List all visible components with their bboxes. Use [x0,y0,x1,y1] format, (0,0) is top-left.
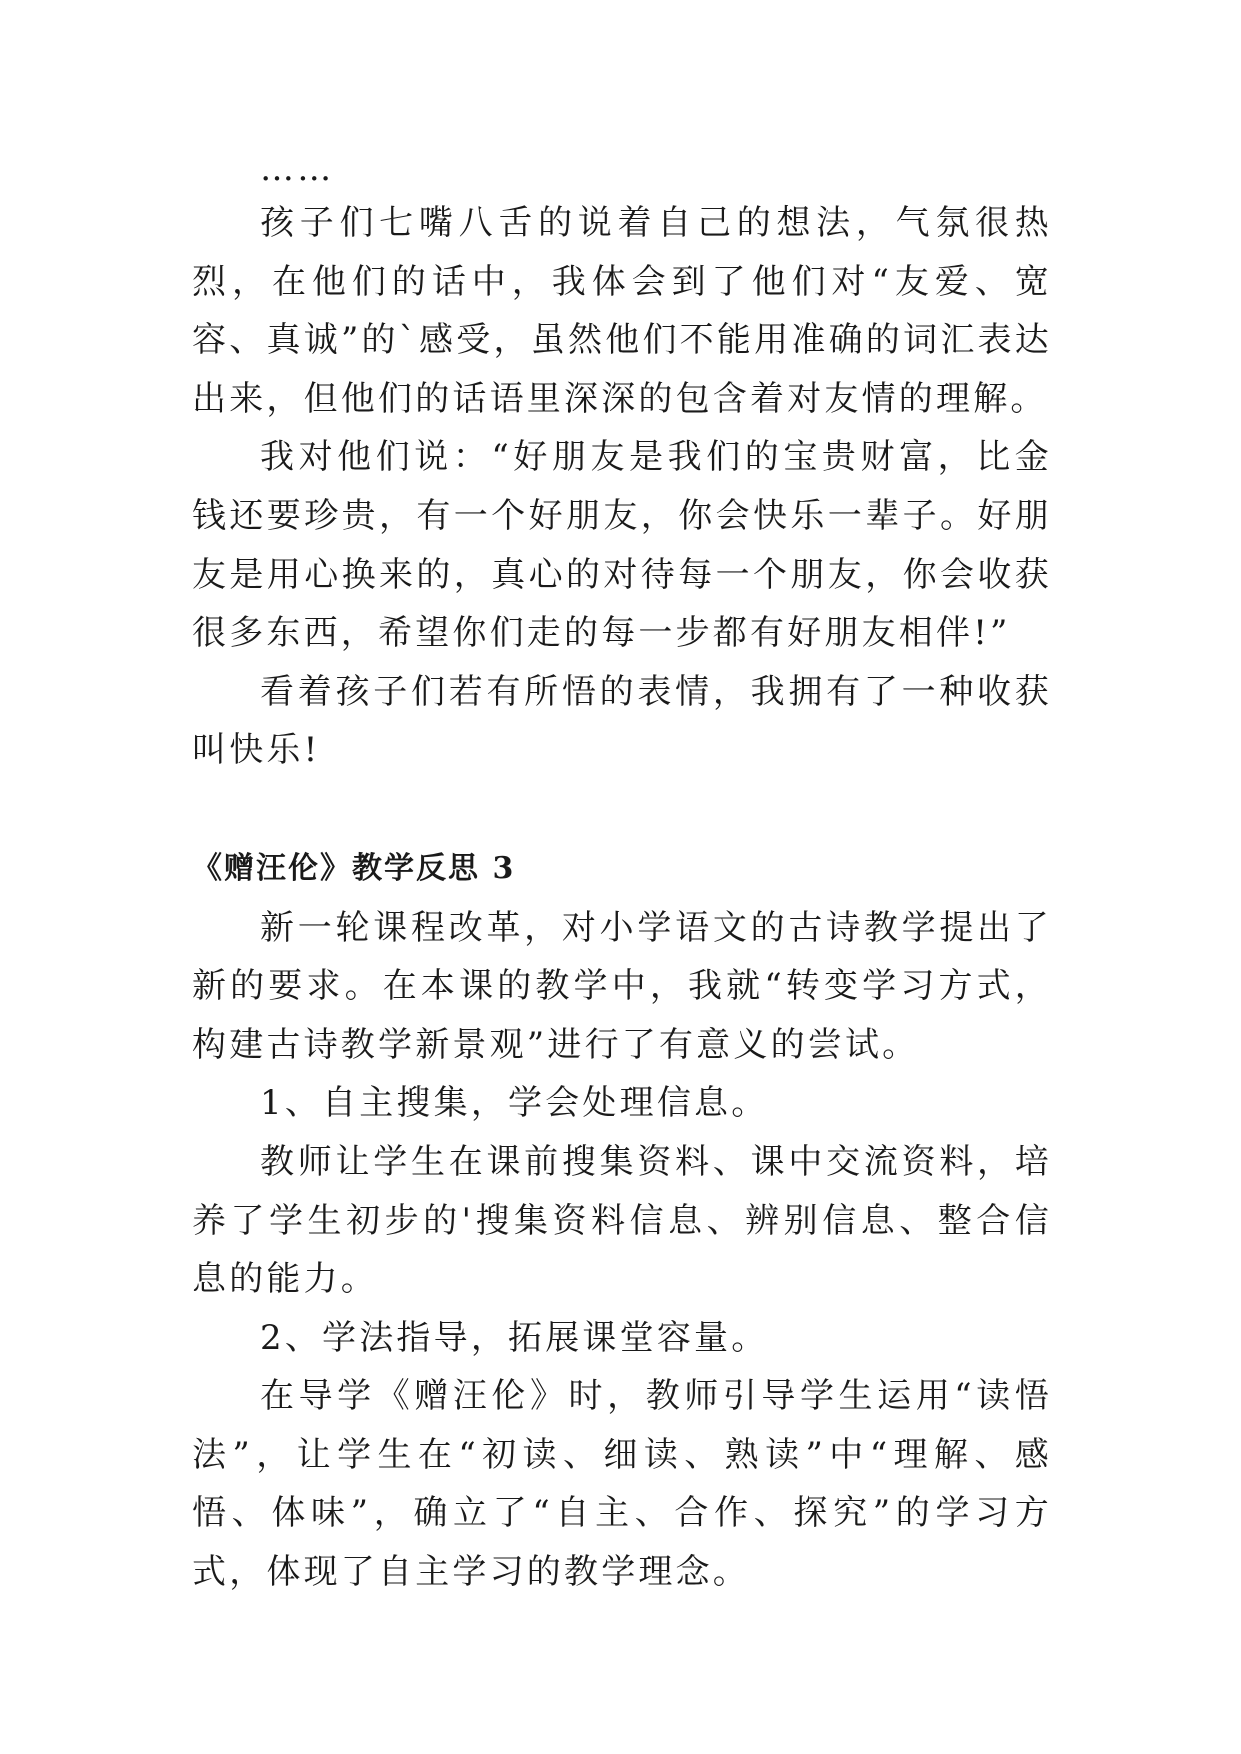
section-heading: 《赠汪伦》教学反思 3 [192,850,516,886]
paragraph: 在导学《赠汪伦》时，教师引导学生运用“读悟法”，让学生在“初读、细读、熟读”中“理解、感悟、体味”，确立了“自主、合作、探究”的学习方式，体现了自主学习的教学理念。 [192,1376,1052,1593]
paragraph: 教师让学生在课前搜集资料、课中交流资料，培养了学生初步的'搜集资料信息、辨别信息、整合信息的能力。 [192,1141,1052,1300]
paragraph: 孩子们七嘴八舌的说着自己的想法，气氛很热烈，在他们的话中，我体会到了他们对“友爱、宽容、真诚”的`感受，虽然他们不能用准确的词汇表达出来，但他们的话语里深深的包含着对友情的理解。 [192,203,1052,419]
paragraph: 新一轮课程改革，对小学语文的古诗教学提出了新的要求。在本课的教学中，我就“转变学习方式，构建古诗教学新景观”进行了有意义的尝试。 [192,907,1052,1065]
paragraph: 看着孩子们若有所悟的表情，我拥有了一种收获叫快乐! [192,671,1052,771]
paragraph: 我对他们说：“好朋友是我们的宝贵财富，比金钱还要珍贵，有一个好朋友，你会快乐一辈子。好朋友是用心换来的，真心的对待每一个朋友，你会收获很多东西，希望你们走的每一步都有好朋友相伴!” [192,437,1052,654]
ellipsis-line: …… [260,149,335,189]
list-item: 1、自主搜集，学会处理信息。 [260,1083,769,1124]
list-item: 2、学法指导，拓展课堂容量。 [260,1317,769,1358]
document-page [192,149,1052,1602]
